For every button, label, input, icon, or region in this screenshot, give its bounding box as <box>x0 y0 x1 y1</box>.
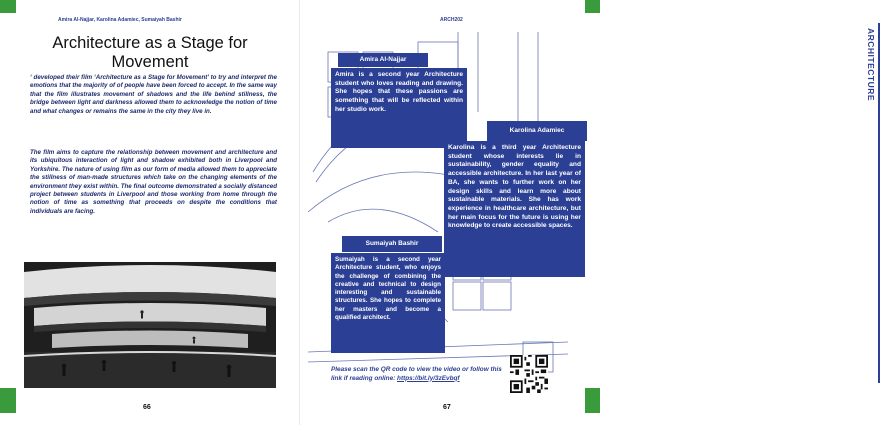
card-header-amira <box>338 53 428 67</box>
card-bio: Karolina is a third year Architecture student whose interests lie in sustainability, gender equality and accessible architecture. In her last year of BA, she wants to further work on her design skills and learn more about sustainable materials. She has work experience in healthcare architecture, but her main focus for the future is using her knowledge to create accessible spaces. <box>448 144 581 230</box>
bio-card-karolina <box>444 141 585 277</box>
guggenheim-interior-photo <box>24 262 276 388</box>
card-name: Sumaiyah Bashir <box>365 240 419 247</box>
article-title: Architecture as a Stage for Movement <box>52 34 248 71</box>
card-bio: Sumaiyah is a second year Architecture student, who enjoys the challenge of combining the creative and technical to design interesting and sustainable structures. She hopes to complete her masters and become a qualified architect. <box>335 256 441 322</box>
card-name: Amira Al-Najjar <box>359 56 407 63</box>
qr-instruction-text: Please scan the QR code to view the video or follow this link if reading online: <box>331 366 502 382</box>
left-page <box>0 0 300 425</box>
green-corner-bottom-left <box>0 388 16 413</box>
qr-code-icon[interactable] <box>510 355 548 393</box>
article-paragraph: ‘ developed their film ‘Architecture as a Stage for Movement’ to try and interpret the emotions that the majority of of people have been forced to accept. In the same way that the film illustrates movement of shadows and the life behind stillness, the bridge between light and darkness allowed them to acknowledge the notion of time and what changes or remains the same in the city they live in. <box>30 74 277 115</box>
card-header-karolina <box>487 121 587 141</box>
card-name: Karolina Adamiec <box>509 127 565 134</box>
green-corner-top-right <box>585 0 600 13</box>
article-paragraph: The film aims to capture the relationship between movement and architecture and its ubiquitous interaction of light and shadow exhibited both in Liverpool and Yorkshire. The nature of using film as our form of media allowed them to appreciate the stillness of man-made structures which take on the changing elements of the environment they exist within. The final outcome demonstrated a socially distanced project between students in Liverpool and those working from home through the notion of time as something that proceeds on despite the conditions that individuals are facing. <box>30 149 277 215</box>
video-link[interactable]: https://bit.ly/3zEvbqf <box>397 374 460 382</box>
card-header-sumaiyah <box>342 236 442 252</box>
green-corner-top-left <box>0 0 16 13</box>
page-number-left: 66 <box>143 404 151 411</box>
bio-card-sumaiyah <box>331 253 445 353</box>
section-label: ARCHITECTURE <box>866 28 876 102</box>
photo-illustration <box>24 262 276 388</box>
card-bio: Amira is a second year Architecture student who loves reading and drawing. She hopes that these passions are something that will be reflected within her studio work. <box>335 71 463 113</box>
course-code: ARCH202 <box>440 17 463 23</box>
green-corner-bottom-right <box>585 388 600 413</box>
right-page <box>300 0 876 425</box>
bio-card-amira <box>331 68 467 148</box>
author-header: Amira Al-Najjar, Karolina Adamiec, Sumaiyah Bashir <box>58 17 182 23</box>
page-number-right: 67 <box>443 404 451 411</box>
qr-instruction <box>331 366 506 383</box>
